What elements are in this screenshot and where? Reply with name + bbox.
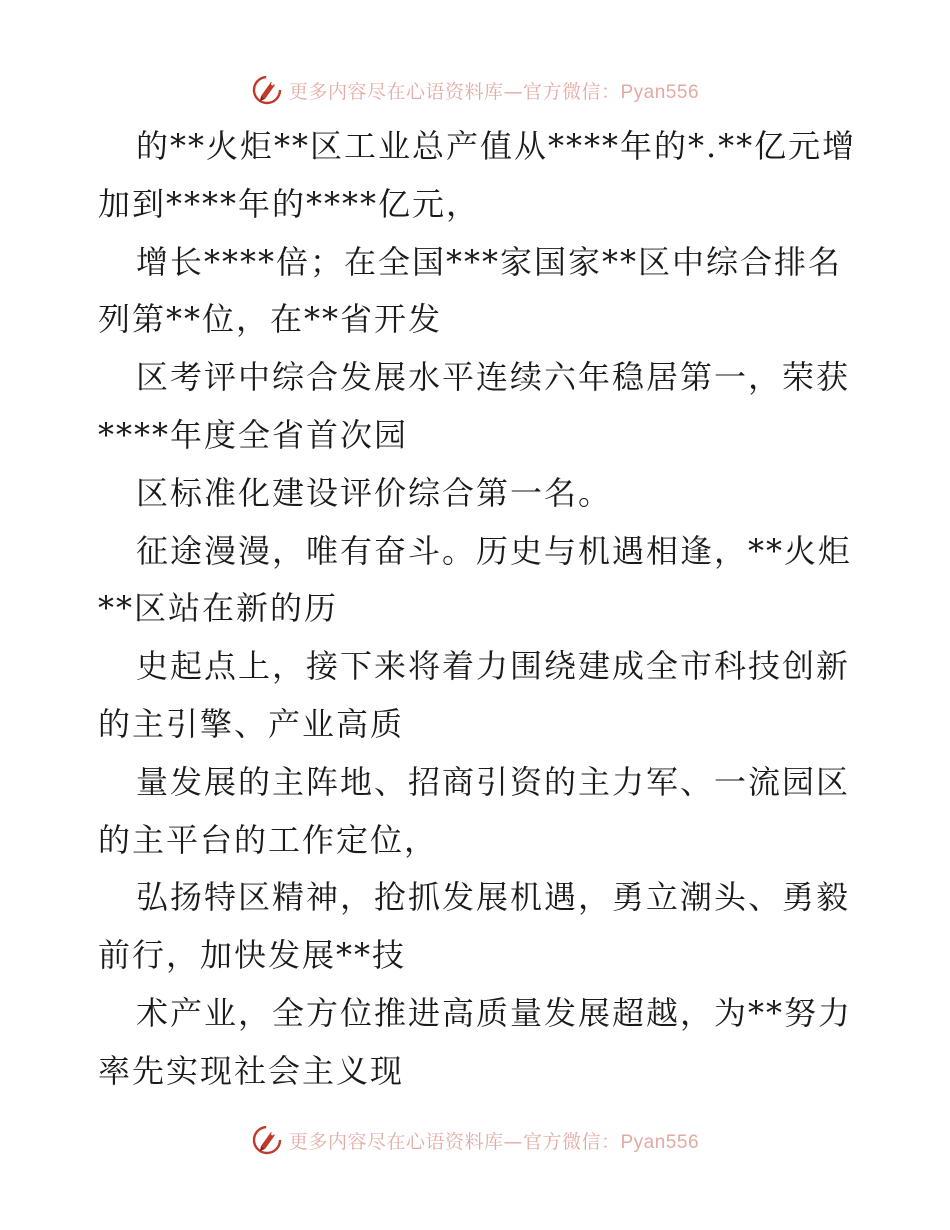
watermark-dash: — — [503, 80, 523, 103]
watermark-id: Pyan556 — [620, 81, 700, 103]
watermark-id: Pyan556 — [620, 1131, 700, 1153]
watermark-text — [289, 1127, 699, 1154]
watermark-official: 官方微信： — [522, 80, 621, 103]
watermark-official: 官方微信： — [522, 1130, 621, 1153]
body-line: **区站在新的历 — [98, 589, 339, 628]
body-line: 增长****倍；在全国***家国家**区中综合排名 — [136, 242, 843, 281]
body-line: ****年度全省首次园 — [98, 415, 409, 454]
pen-seal-icon — [251, 74, 283, 106]
body-line: 的**火炬**区工业总产值从****年的*.**亿元增 — [136, 127, 857, 165]
body-line: 的主引擎、产业高质 — [98, 704, 405, 743]
body-line: 的主平台的工作定位， — [98, 820, 439, 859]
body-line: 加到****年的****亿元， — [98, 184, 481, 223]
body-line: 弘扬特区精神，抢抓发展机遇，勇立潮头、勇毅 — [136, 878, 851, 917]
header-watermark — [0, 70, 950, 110]
watermark — [251, 74, 699, 106]
watermark-dash: — — [503, 1130, 523, 1153]
body-line: 区标准化建设评价综合第一名。 — [136, 473, 613, 512]
document-body — [98, 118, 858, 1101]
body-line: 前行，加快发展**技 — [98, 936, 407, 975]
body-line: 征途漫漫，唯有奋斗。历史与机遇相逢，**火炬 — [136, 531, 853, 570]
body-line: 区考评中综合发展水平连续六年稳居第一，荣获 — [136, 358, 851, 397]
body-line: 列第**位，在**省开发 — [98, 300, 443, 339]
body-line: 术产业，全方位推进高质量发展超越，为**努力 — [136, 993, 853, 1032]
pen-seal-icon — [251, 1124, 283, 1156]
body-line: 史起点上，接下来将着力围绕建成全市科技创新 — [136, 647, 851, 686]
footer-watermark — [0, 1120, 950, 1160]
watermark — [251, 1124, 699, 1156]
watermark-main: 更多内容尽在心语资料库 — [288, 80, 504, 103]
watermark-text — [289, 77, 699, 104]
watermark-main: 更多内容尽在心语资料库 — [288, 1130, 504, 1153]
body-line: 率先实现社会主义现 — [98, 1051, 405, 1090]
body-line: 量发展的主阵地、招商引资的主力军、一流园区 — [136, 762, 851, 801]
